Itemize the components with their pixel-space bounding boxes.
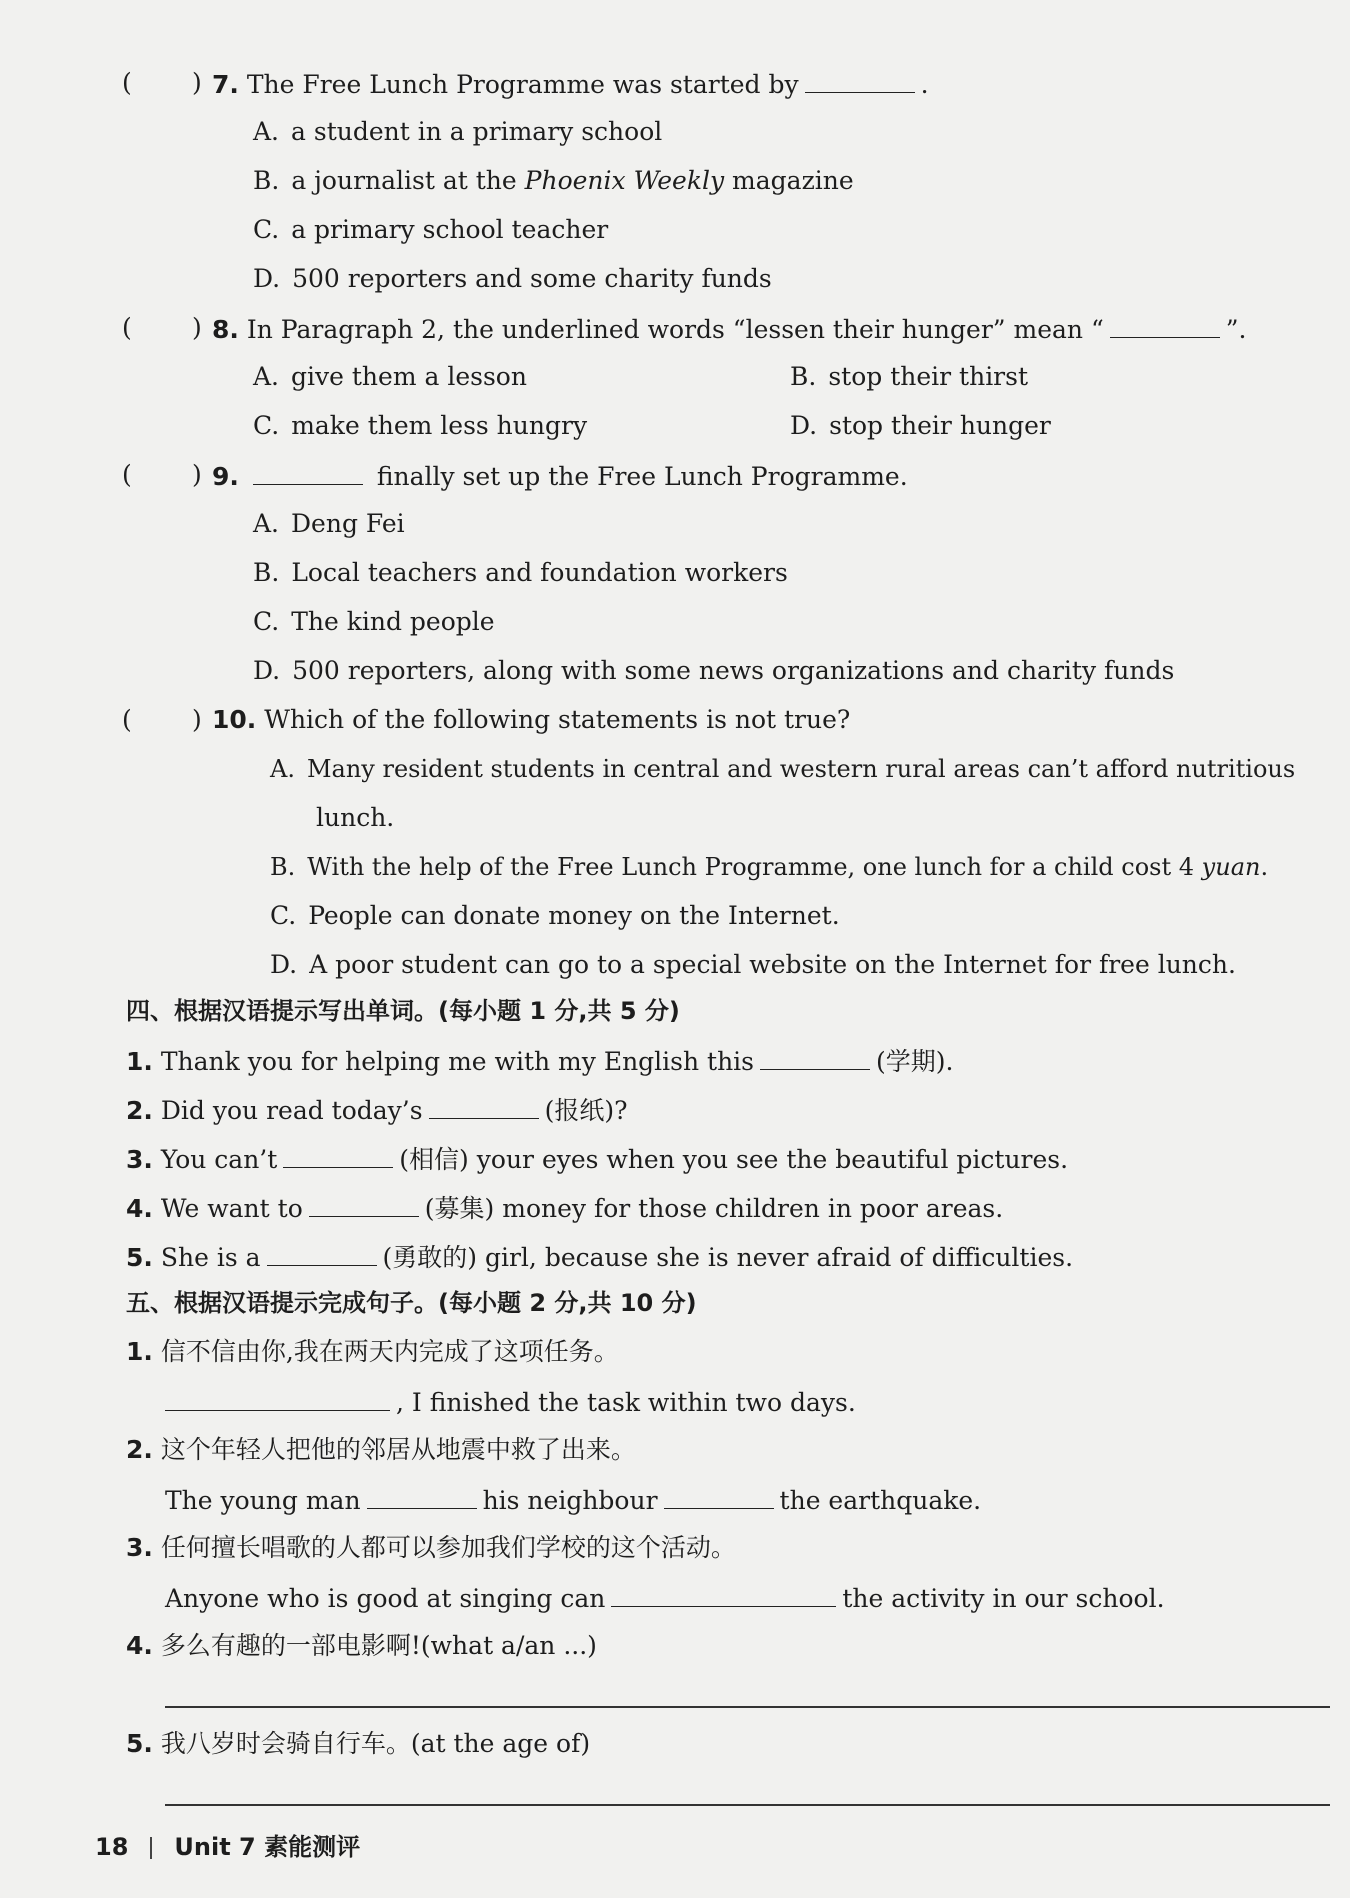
option-a: A. a student in a primary school [253,117,663,146]
answer-line-q4[interactable] [165,1706,1330,1708]
answer-blank[interactable] [611,1580,836,1607]
option-d: D. A poor student can go to a special website on the Internet for free lunch. [270,950,1236,979]
section-4-item-3: 3. You can’t (相信) your eyes when you see the beautiful pictures. [126,1141,1068,1177]
page-number: 18 [95,1833,129,1861]
option-a: A. give them a lesson [253,362,527,391]
footer-divider [150,1837,152,1859]
option-c: C. The kind people [253,607,495,636]
section-5-q5-chinese: 5. 我八岁时会骑自行车。(at the age of) [126,1729,591,1758]
section-5-q2-chinese: 2. 这个年轻人把他的邻居从地震中救了出来。 [126,1435,636,1464]
option-b: B. With the help of the Free Lunch Programme, one lunch for a child cost 4 yuan. [270,853,1269,881]
option-b: B. Local teachers and foundation workers [253,558,788,587]
question-stem: In Paragraph 2, the underlined words “lessen their hunger” mean “ [246,315,1104,344]
answer-line-q5[interactable] [165,1804,1330,1806]
option-c: C. a primary school teacher [253,215,609,244]
answer-blank[interactable] [664,1482,774,1509]
section-4-item-1: 1. Thank you for helping me with my English this (学期). [126,1043,953,1079]
answer-blank[interactable] [429,1092,539,1119]
answer-bracket[interactable]: ( ) [122,460,202,489]
section-5-q1-chinese: 1. 信不信由你,我在两天内完成了这项任务。 [126,1337,619,1366]
question-number: 9. [212,462,239,491]
option-a: A. Many resident students in central and western rural areas can’t afford nutritious [270,755,1296,783]
exam-page: ( ) 7. The Free Lunch Programme was started by . A. a student in a primary school B. a journalist at the Phoenix Weekly magazine C. a primary school teacher D. 500 reporters and some charity funds ( ) 8. In Paragraph 2, the underlined words “lessen their hunger” mean “ ”. A. give them a lesson B. stop their thirst C. make them less hungry D. stop their hunger ( ) 9. finally set up the Free Lunch Programme. A. Deng Fei B. Local teachers and foundation workers C. The kind people D. 500 reporters, along with some news organizations and charity funds ( ) 10. Which of the following statements is not true? A. Many resident students in central and western rural areas can’t afford nutritious lunch. B. With the help of the Free Lunch Programme, one lunch for a child cost 4 yuan. C. People can donate money on the Internet. D. A poor student can go to a special website on the Internet for free lunch. 四、根据汉语提示写出单词。(每小题 1 分,共 5 分) 1. Thank you for helping me with my English this (学期). 2. Did you read today’s (报纸)? 3. You can’t (相信) your eyes when you see the beautiful pictures. 4. We want to (募集) money for those children in poor areas. 5. She is a (勇敢的) girl, because she is never afraid of difficulties. 五、根据汉语提示完成句子。(每小题 2 分,共 10 分) 1. 信不信由你,我在两天内完成了这项任务。 , I finished the task within two days. 2. 这个年轻人把他的邻居从地震中救了出来。 The young man his neighbour the earthquake. 3. 任何擅长唱歌的人都可以参加我们学校的这个活动。 Anyone who is good at singing can the activity in our school. 4. 多么有趣的一部电影啊!(what a/an ...) 5. 我八岁时会骑自行车。(at the age of) 18 Unit 7 素能测评 [0,0,1350,1898]
answer-blank[interactable] [805,66,915,93]
answer-blank[interactable] [165,1384,390,1411]
section-4-heading: 四、根据汉语提示写出单词。(每小题 1 分,共 5 分) [126,997,680,1025]
answer-bracket[interactable]: ( ) [122,705,202,734]
answer-blank[interactable] [309,1190,419,1217]
answer-blank[interactable] [367,1482,477,1509]
answer-blank[interactable] [1110,311,1220,338]
option-c: C. make them less hungry [253,411,588,440]
answer-bracket[interactable]: ( ) [122,68,202,97]
answer-blank[interactable] [760,1043,870,1070]
option-b: B. stop their thirst [790,362,1029,391]
section-4-item-4: 4. We want to (募集) money for those children in poor areas. [126,1190,1003,1226]
section-5-q4-chinese: 4. 多么有趣的一部电影啊!(what a/an ...) [126,1631,597,1660]
section-5-q3-english: Anyone who is good at singing can the activity in our school. [165,1580,1165,1616]
section-5-q3-chinese: 3. 任何擅长唱歌的人都可以参加我们学校的这个活动。 [126,1533,736,1562]
section-5-q2-english: The young man his neighbour the earthquake. [165,1482,981,1518]
answer-blank[interactable] [253,458,363,485]
section-5-q1-english: , I finished the task within two days. [165,1384,856,1420]
option-d: D. stop their hunger [790,411,1051,440]
question-stem: finally set up the Free Lunch Programme. [376,462,908,491]
section-4-item-2: 2. Did you read today’s (报纸)? [126,1092,628,1128]
question-number: 7. [212,70,239,99]
option-a-continued: lunch. [316,803,395,832]
section-4-item-5: 5. She is a (勇敢的) girl, because she is never afraid of difficulties. [126,1239,1073,1275]
page-footer [95,1830,360,1864]
question-number: 10. [212,705,257,734]
option-b: B. a journalist at the Phoenix Weekly magazine [253,166,854,195]
question-stem: The Free Lunch Programme was started by [246,70,799,99]
section-5-heading: 五、根据汉语提示完成句子。(每小题 2 分,共 10 分) [126,1289,697,1317]
answer-blank[interactable] [283,1141,393,1168]
option-c: C. People can donate money on the Internet. [270,901,840,930]
question-number: 8. [212,315,239,344]
answer-bracket[interactable]: ( ) [122,313,202,342]
option-d: D. 500 reporters, along with some news organizations and charity funds [253,656,1175,685]
option-a: A. Deng Fei [253,509,405,538]
unit-title: Unit 7 素能测评 [174,1833,361,1861]
answer-blank[interactable] [267,1239,377,1266]
question-stem: Which of the following statements is not true? [264,705,851,734]
option-d: D. 500 reporters and some charity funds [253,264,772,293]
